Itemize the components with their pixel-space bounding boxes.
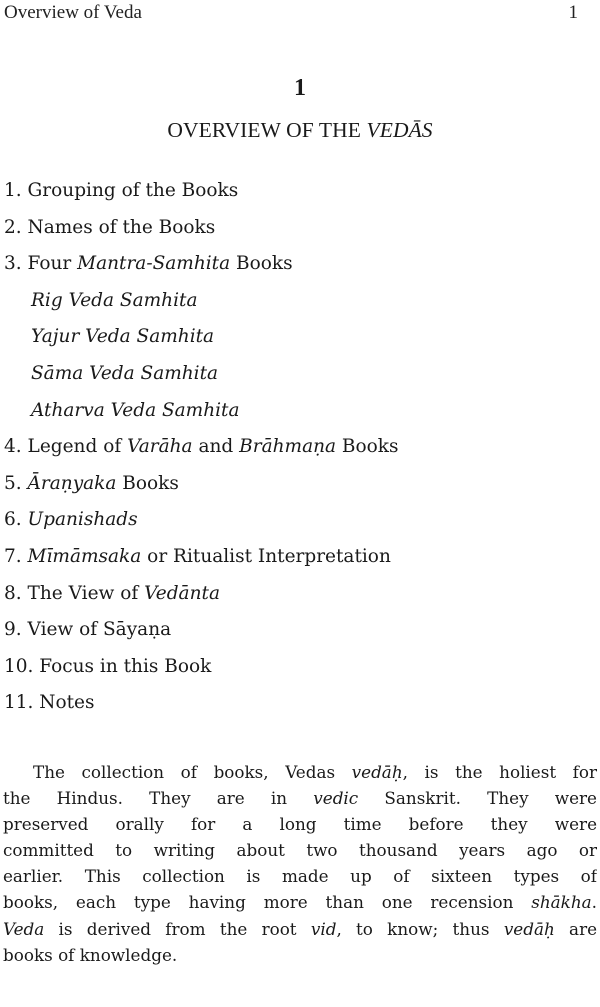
italic-text: shākha bbox=[531, 892, 592, 913]
italic-text: vid bbox=[310, 918, 337, 939]
italic-text: vedic bbox=[313, 788, 359, 809]
toc-item bbox=[0, 249, 399, 286]
toc-item bbox=[0, 615, 399, 652]
italic-text: Atharva Veda Samhita bbox=[31, 399, 240, 421]
text-run: The collection of books, Vedas bbox=[33, 762, 352, 782]
text-run: the Hindus. They are in bbox=[3, 788, 314, 809]
text-run: is derived from the root bbox=[44, 918, 311, 939]
italic-text: Yajur Veda Samhita bbox=[31, 326, 215, 348]
body-line bbox=[3, 889, 597, 915]
text-run: Books bbox=[230, 253, 293, 275]
body-line bbox=[3, 785, 597, 811]
italic-text: Mīmāmsaka bbox=[27, 545, 142, 567]
text-run: 8. The View of bbox=[4, 582, 145, 604]
italic-text: Sāma Veda Samhita bbox=[31, 362, 219, 384]
text-run: or Ritualist Interpretation bbox=[141, 545, 391, 567]
text-run: Books bbox=[336, 436, 399, 458]
toc-subitem bbox=[0, 322, 399, 359]
text-run: 9. View of Sāyaṇa bbox=[4, 619, 172, 641]
text-run: committed to writing about two thousand years ago or bbox=[3, 840, 597, 861]
toc-item bbox=[0, 505, 399, 542]
body-line bbox=[3, 811, 597, 837]
toc-item bbox=[0, 432, 399, 469]
text-run: preserved orally for a long time before they were bbox=[3, 814, 597, 835]
body-line bbox=[3, 837, 597, 863]
toc-item bbox=[0, 542, 399, 579]
body-line bbox=[3, 942, 597, 968]
toc-item bbox=[0, 652, 399, 689]
italic-text: Brāhmaṇa bbox=[239, 436, 337, 458]
toc-item bbox=[0, 176, 399, 213]
italic-text: Āraṇyaka bbox=[27, 472, 117, 494]
italic-text: Upanishads bbox=[27, 509, 138, 531]
table-of-contents bbox=[0, 176, 399, 725]
toc-subitem bbox=[0, 359, 399, 396]
toc-item bbox=[0, 579, 399, 616]
body-line bbox=[3, 759, 597, 785]
chapter-title-prefix: OVERVIEW OF THE bbox=[167, 118, 367, 142]
toc-item bbox=[0, 469, 399, 506]
text-run: Sanskrit. They were bbox=[358, 788, 597, 809]
text-run: . bbox=[591, 892, 597, 913]
chapter-number: 1 bbox=[294, 75, 306, 101]
toc-subitem bbox=[0, 396, 399, 433]
italic-text: Varāha bbox=[127, 436, 193, 458]
toc-item bbox=[0, 213, 399, 250]
text-run: are bbox=[554, 918, 597, 939]
toc-item bbox=[0, 688, 399, 725]
body-paragraph bbox=[3, 759, 597, 968]
body-line bbox=[3, 916, 597, 942]
text-run: 6. bbox=[4, 509, 28, 531]
chapter-title bbox=[0, 118, 600, 143]
text-run: , is the holiest for bbox=[402, 762, 597, 782]
toc-subitem bbox=[0, 286, 399, 323]
chapter-title-italic: VEDĀS bbox=[366, 118, 433, 142]
running-head bbox=[4, 2, 578, 24]
text-run: 2. Names of the Books bbox=[4, 216, 216, 238]
text-run: 4. Legend of bbox=[4, 436, 128, 458]
text-run: earlier. This collection is made up of sixteen types of bbox=[3, 866, 597, 887]
text-run: 10. Focus in this Book bbox=[4, 655, 212, 677]
italic-text: vedāḥ bbox=[351, 762, 403, 782]
italic-text: Veda bbox=[3, 918, 45, 939]
italic-text: vedāḥ bbox=[503, 918, 555, 939]
text-run: 11. Notes bbox=[4, 692, 95, 714]
body-line bbox=[3, 863, 597, 889]
text-run: 7. bbox=[4, 545, 28, 567]
text-run: 3. Four bbox=[4, 253, 78, 275]
text-run: books, each type having more than one recension bbox=[3, 892, 532, 913]
text-run: 1. Grouping of the Books bbox=[4, 180, 239, 201]
text-run: and bbox=[192, 436, 240, 458]
text-run: , to know; thus bbox=[336, 918, 504, 939]
italic-text: Rig Veda Samhita bbox=[31, 289, 198, 311]
italic-text: Vedānta bbox=[144, 582, 220, 604]
running-head-title: Overview of Veda bbox=[4, 2, 142, 23]
text-run: books of knowledge. bbox=[3, 944, 178, 965]
page-number: 1 bbox=[568, 2, 578, 23]
italic-text: Mantra-Samhita bbox=[77, 253, 231, 275]
text-run: 5. bbox=[4, 472, 28, 494]
text-run: Books bbox=[116, 472, 179, 494]
